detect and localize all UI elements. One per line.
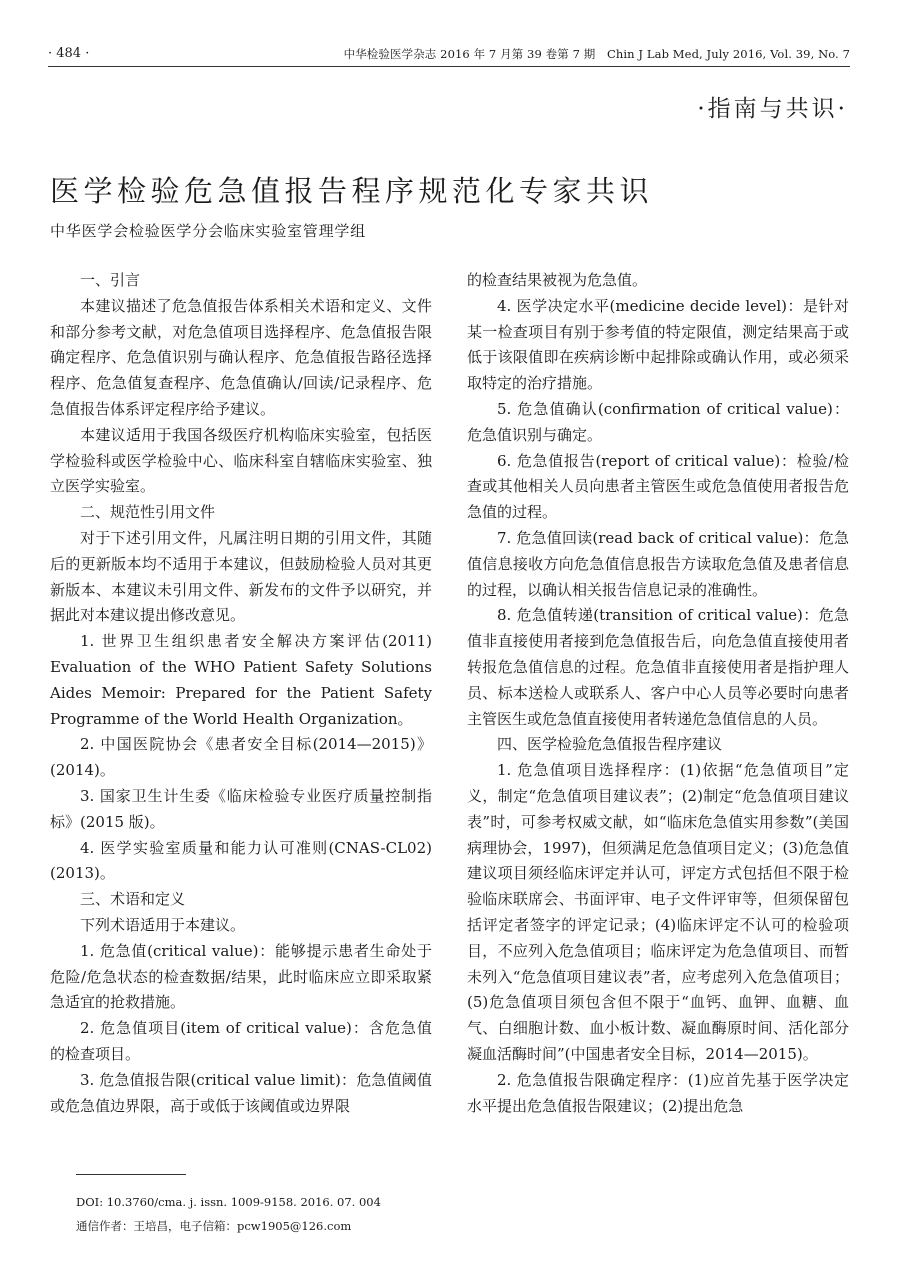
definition-item: 2. 危急值项目(item of critical value)：含危急值的检查项目。: [50, 1019, 432, 1063]
left-column: [50, 268, 432, 1119]
definition-item: 1. 危急值(critical value)：能够提示患者生命处于危险/危急状态的检查数据/结果，此时临床应立即采取紧急适宜的抢救措施。: [50, 941, 432, 1012]
running-header: [48, 44, 850, 64]
section-heading: 三、术语和定义: [80, 890, 186, 909]
paragraph: 本建议描述了危急值报告体系相关术语和定义、文件和部分参考文献，对危急值项目选择程序、危急值报告限确定程序、危急值识别与确认程序、危急值报告路径选择程序、危急值复查程序、危急值确认/回读/记录程序、危急值报告体系评定程序给予建议。: [50, 296, 432, 418]
paragraph-continuation: 的检查结果被视为危急值。: [467, 271, 648, 289]
reference-item: 3. 国家卫生计生委《临床检验专业医疗质量控制指标》(2015 版)。: [50, 786, 432, 831]
section-heading: 二、规范性引用文件: [80, 503, 216, 522]
definition-item: 4. 医学决定水平(medicine decide level)：是针对某一检查项目有别于参考值的特定限值，测定结果高于或低于该限值即在疾病诊断中起排除或确认作用，或必须采取特定的治疗措施。: [467, 296, 849, 393]
definition-item: 8. 危急值转递(transition of critical value)：危急值非直接使用者接到危急值报告后，向危急值直接使用者转报危急值信息的过程。危急值非直接使用者是指护理人员、标本送检人或联系人、客户中心人员等必要时向患者主管医生或危急值直接使用者转递危急值信息的人员。: [467, 606, 849, 728]
definition-item: 5. 危急值确认(confirmation of critical value)：危急值识别与确定。: [467, 399, 849, 444]
section-heading: 一、引言: [80, 271, 141, 289]
correspondence-line: 通信作者：王培昌，电子信箱：pcw1905@126.com: [76, 1219, 352, 1233]
footnote-divider: [76, 1174, 186, 1175]
paragraph: 对于下述引用文件，凡属注明日期的引用文件，其随后的更新版本均不适用于本建议，但鼓励检验人员对其更新版本、本建议未引用文件、新发布的文件予以研究，并据此对本建议提出修改意见。: [50, 528, 432, 625]
section-heading: 四、医学检验危急值报告程序建议: [497, 735, 723, 754]
procedure-item: 2. 危急值报告限确定程序：(1)应首先基于医学决定水平提出危急值报告限建议；(2)提出危急: [467, 1070, 849, 1115]
section-label: ·指南与共识·: [697, 96, 848, 122]
footnotes: [76, 1190, 381, 1238]
page-number: · 484 ·: [48, 46, 90, 61]
paragraph: 本建议适用于我国各级医疗机构临床实验室，包括医学检验科或医学检验中心、临床科室自辖临床实验室、独立医学实验室。: [50, 425, 432, 496]
procedure-item: 1. 危急值项目选择程序：(1)依据“危急值项目”定义，制定“危急值项目建议表”；(2)制定“危急值项目建议表”时，可参考权威文献，如“临床危急值实用参数”(美国病理协会，1997)，但须满足危急值项目定义；(3)危急值建议项目须经临床评定并认可，评定方式包括但不限于检验临床联席会、书面评审、电子文件评审等，但须保留包括评定者签字的评定记录；(4)临床评定不认可的检验项目，不应列入危急值项目；临床评定为危急值项目、而暂未列入“危急值项目建议表”者，应考虑列入危急值项目；(5)危急值项目须包含但不限于“血钙、血钾、血糖、血气、白细胞计数、血小板计数、凝血酶原时间、活化部分凝血活酶时间”(中国患者安全目标，2014—2015)。: [467, 761, 849, 1063]
reference-item: 1. 世界卫生组织患者安全解决方案评估(2011) Evaluation of the WHO Patient Safety Solutions Aides Memoir: Prepared for the Patient Safety Programme of the World Health Organization。: [50, 632, 432, 728]
reference-item: 4. 医学实验室质量和能力认可准则(CNAS-CL02)(2013)。: [50, 838, 432, 883]
paragraph: 下列术语适用于本建议。: [80, 915, 246, 934]
reference-item: 2. 中国医院协会《患者安全目标(2014—2015)》(2014)。: [50, 735, 432, 780]
doi-line: DOI: 10.3760/cma. j. issn. 1009-9158. 2016. 07. 004: [76, 1195, 381, 1209]
definition-item: 3. 危急值报告限(critical value limit)：危急值阈值或危急值边界限，高于或低于该阈值或边界限: [50, 1070, 432, 1115]
definition-item: 7. 危急值回读(read back of critical value)：危急值信息接收方向危急值信息报告方读取危急值及患者信息的过程，以确认相关报告信息记录的准确性。: [467, 528, 849, 599]
article-title: 医学检验危急值报告程序规范化专家共识: [50, 174, 654, 209]
journal-citation: 中华检验医学杂志 2016 年 7 月第 39 卷第 7 期 Chin J Lab Med, July 2016, Vol. 39, No. 7: [343, 47, 850, 61]
right-column: [467, 268, 849, 1119]
definition-item: 6. 危急值报告(report of critical value)：检验/检查或其他相关人员向患者主管医生或危急值使用者报告危急值的过程。: [467, 451, 849, 522]
header-divider: [48, 66, 850, 67]
article-authors: 中华医学会检验医学分会临床实验室管理学组: [50, 222, 367, 240]
